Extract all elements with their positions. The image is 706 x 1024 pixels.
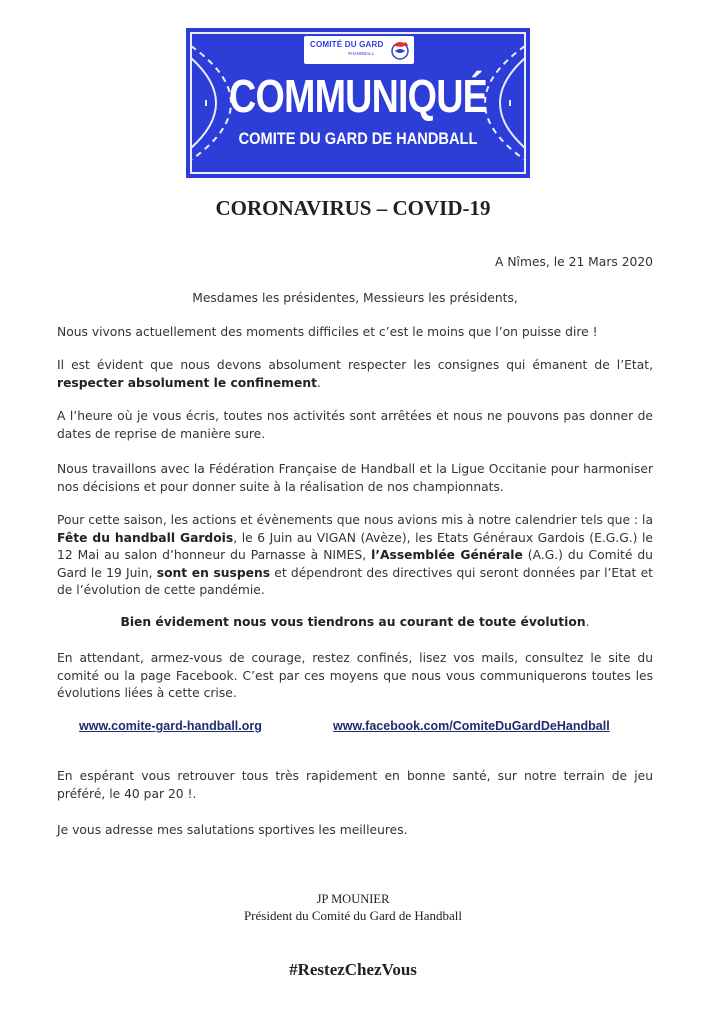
emphasis-fete: Fête du handball Gardois (57, 530, 234, 545)
banner-subtitle: COMITE DU GARD DE HANDBALL (238, 129, 478, 148)
hashtag: #RestezChezVous (289, 960, 417, 979)
facebook-link[interactable]: www.facebook.com/ComiteDuGardDeHandball (333, 719, 610, 733)
signature-name: JP MOUNIER (316, 892, 390, 906)
rooster-handball-icon (388, 38, 412, 62)
paragraph-4: Nous travaillons avec la Fédération Française de Handball et la Ligue Occitanie pour harmoniser nos décisions et pour donner suite à la réalisation de nos championnats. (57, 462, 653, 494)
paragraph-6: Bien évidement nous vous tiendrons au courant de toute évolution. (120, 615, 590, 629)
emphasis-confinement: respecter absolument le confinement (57, 375, 317, 390)
paragraph-5: Pour cette saison, les actions et évènements que nous avions mis à notre calendrier tels que : la Fête du handball Gardois, le 6 Juin au VIGAN (Avèze), les Etats Généraux Gardois (E.G.G.) le 12 Mai au salon d’honneur du Parnasse à NIMES, l’Assemblée Générale (A.G.) du Comité du Gard le 19 Juin, sont en suspens et dépendront des directives qui seront données par l’Etat et de l’évolution de cette pandémie. (57, 513, 653, 598)
logo-line2: #HANDBALL (348, 51, 375, 56)
emphasis-evolution: Bien évidement nous vous tiendrons au courant de toute évolution (120, 615, 586, 629)
banner-title: COMMUNIQUÉ (229, 70, 487, 122)
paragraph-7: En attendant, armez-vous de courage, restez confinés, lisez vos mails, consultez le site du comité ou la page Facebook. C’est par ces moyens que nous vous communiquerons toutes les évolutions liées à cette crise. (57, 651, 653, 701)
emphasis-assemblee: l’Assemblée Générale (371, 548, 523, 563)
headline: CORONAVIRUS – COVID-19 (215, 196, 491, 220)
salutation: Mesdames les présidentes, Messieurs les présidents, (192, 291, 518, 305)
logo-line1: COMITÉ DU GARD (310, 40, 384, 49)
date-line: A Nîmes, le 21 Mars 2020 (495, 255, 653, 269)
emphasis-suspens: sont en suspens (156, 565, 271, 580)
signature-role: Président du Comité du Gard de Handball (243, 908, 463, 923)
website-link[interactable]: www.comite-gard-handball.org (79, 719, 262, 733)
paragraph-1: Nous vivons actuellement des moments difficiles et c’est le moins que l’on puisse dire ! (57, 325, 598, 339)
paragraph-3: A l’heure où je vous écris, toutes nos activités sont arrêtées et nous ne pouvons pas donner de dates de reprise de manière sure. (57, 409, 653, 441)
paragraph-9: Je vous adresse mes salutations sportives les meilleures. (57, 823, 408, 837)
paragraph-2: Il est évident que nous devons absolument respecter les consignes qui émanent de l’Etat, respecter absolument le confinement. (57, 358, 653, 390)
paragraph-8: En espérant vous retrouver tous très rapidement en bonne santé, sur notre terrain de jeu préféré, le 40 par 20 !. (57, 769, 653, 801)
communique-banner (186, 28, 530, 178)
committee-logo (304, 36, 414, 64)
